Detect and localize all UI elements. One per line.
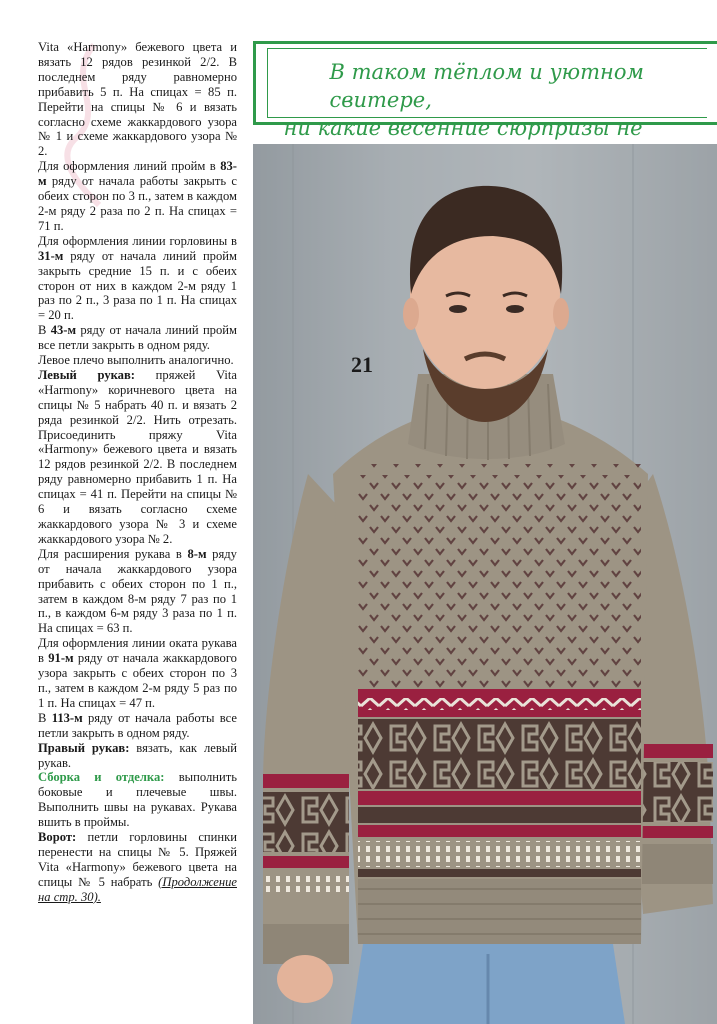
- caption-line-1: В таком тёплом и уютном свитере,: [329, 60, 644, 112]
- paragraph-assembly: Сборка и отделка: выполнить боковые и плечевые швы. Выполнить швы на рукавах. Рукава вшить в проймы.: [38, 770, 237, 830]
- paragraph-sleeve-increase: Для расширения рукава в 8-м ряду от начала жаккардового узора прибавить с обеих сторон по 1 п., затем в каждом 8-м ряду 7 раз по 1 п., в каждом 6-м ряду 3 раза по 1 п. На спицах = 63 п.: [38, 546, 237, 636]
- instructions-column: [38, 40, 237, 905]
- paragraph-left-shoulder: Левое плечо выполнить аналогично.: [38, 353, 234, 368]
- paragraph-sleeve-cap: Для оформления линии оката рукава в 91-м ряду от начала жаккардового узора закрыть с обеих сторон по 3 п., затем в каждом 2-м ряду 5 раз по 1 п. На спицах = 47 п.: [38, 636, 237, 710]
- photo-illustration: [253, 144, 717, 1024]
- paragraph-left-sleeve: Левый рукав: пряжей Vita «Harmony» коричневого цвета на спицы № 5 набрать 40 п. и вязать 2 ряда резинкой 2/2. Нить отрезать. Присоединить пряжу Vita «Harmony» бежевого цвета и вязать 12 рядов резинкой 2/2. В последнем ряду равномерно прибавить 1 п. На спицах = 41 п. Перейти на спицы № 6 и вязать согласно схеме жаккардового узора № 3 и схеме жаккардового узора № 2.: [38, 367, 238, 546]
- paragraph-right-sleeve: Правый рукав: вязать, как левый рукав.: [38, 740, 237, 770]
- caption-inner-frame: [267, 48, 707, 140]
- model-photo: [253, 144, 717, 1024]
- paragraph-collar: Ворот: петли горловины спинки перенести на спицы № 5. Пряжей Vita «Harmony» бежевого цвета на спицы № 5 набрать (Продолжение на стр. 30).: [38, 830, 237, 904]
- continued-link[interactable]: (Продолжение на стр. 30).: [38, 874, 237, 904]
- paragraph-intro: Vita «Harmony» бежевого цвета и вязать 12 рядов резинкой 2/2. В последнем ряду равномерно прибавить 5 п. На спицах = 85 п. Перейти на спицы № 6 и вязать согласно схеме жаккардового узора № 1 и схеме жаккардового узора № 2.: [38, 40, 237, 159]
- caption-line-2: ни какие весенние сюрпризы не: [283, 116, 643, 140]
- paragraph-armhole-close: В 43-м ряду от начала линий пройм все петли закрыть в одном ряду.: [38, 323, 237, 353]
- paragraph-neckline: Для оформления линии горловины в 31-м ряду от начала линий пройм закрыть средние 15 п. и с обеих сторон от них в каждом 2-м ряду 1 раз по 2 п., 3 раза по 1 п. На спицах = 20 п.: [38, 233, 237, 323]
- paragraph-armhole: Для оформления линий пройм в 83-м ряду от начала работы закрыть с обеих сторон по 3 п., затем в каждом 2-м ряду 2 раза по 2 п. На спицах = 71 п.: [38, 159, 237, 233]
- caption-box: [253, 41, 717, 140]
- page-number: 21: [351, 352, 373, 377]
- paragraph-sleeve-bindoff: В 113-м ряду от начала работы все петли закрыть в одном ряду.: [38, 710, 237, 740]
